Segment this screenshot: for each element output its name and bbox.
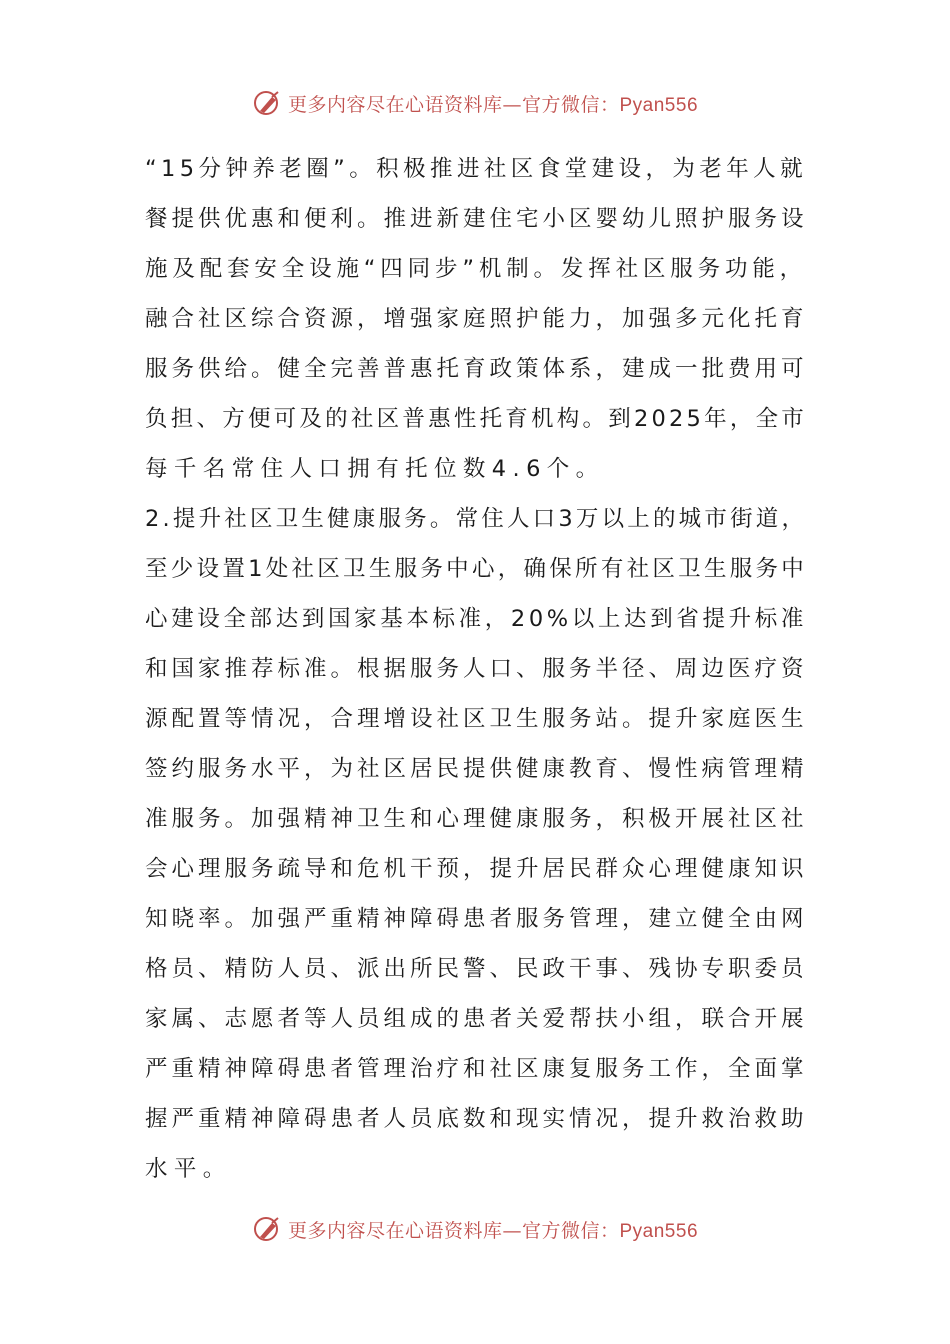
wechat-id: Pyan556 bbox=[619, 94, 699, 116]
body-line: 心建设全部达到国家基本标准，20%以上达到省提升标准 bbox=[145, 606, 807, 632]
watermark-text: 更多内容尽在心语资料库—官方微信：Pyan556 bbox=[287, 93, 699, 116]
body-line: 握严重精神障碍患者人员底数和现实情况，提升救治救助 bbox=[145, 1106, 808, 1132]
pen-nib-circle-logo-icon bbox=[252, 88, 282, 118]
body-line: 水平。 bbox=[145, 1156, 232, 1182]
body-line: 融合社区综合资源，增强家庭照护能力，加强多元化托育 bbox=[145, 306, 808, 332]
body-line: 会心理服务疏导和危机干预，提升居民群众心理健康知识 bbox=[145, 856, 808, 882]
body-line: 准服务。加强精神卫生和心理健康服务，积极开展社区社 bbox=[145, 806, 808, 832]
body-line: 负担、方便可及的社区普惠性托育机构。到2025年，全市 bbox=[145, 406, 807, 432]
body-line: 餐提供优惠和便利。推进新建住宅小区婴幼儿照护服务设 bbox=[145, 206, 808, 232]
body-line: 和国家推荐标准。根据服务人口、服务半径、周边医疗资 bbox=[145, 656, 808, 682]
body-line: 签约服务水平，为社区居民提供健康教育、慢性病管理精 bbox=[145, 756, 808, 782]
body-line: 施及配套安全设施“四同步”机制。发挥社区服务功能， bbox=[145, 256, 807, 282]
wechat-id: Pyan556 bbox=[619, 1220, 699, 1242]
body-line: 知晓率。加强严重精神障碍患者服务管理，建立健全由网 bbox=[145, 906, 808, 932]
body-line: 每千名常住人口拥有托位数4.6个。 bbox=[145, 456, 605, 482]
body-line: “15分钟养老圈”。积极推进社区食堂建设，为老年人就 bbox=[145, 156, 807, 182]
pen-nib-circle-logo-icon bbox=[252, 1214, 282, 1244]
body-line: 格员、精防人员、派出所民警、民政干事、残协专职委员 bbox=[145, 956, 808, 982]
document-body bbox=[145, 144, 807, 1194]
body-line: 严重精神障碍患者管理治疗和社区康复服务工作，全面掌 bbox=[145, 1056, 808, 1082]
watermark-text: 更多内容尽在心语资料库—官方微信：Pyan556 bbox=[287, 1219, 699, 1242]
watermark-footer bbox=[0, 1209, 950, 1249]
body-line: 家属、志愿者等人员组成的患者关爱帮扶小组，联合开展 bbox=[145, 1006, 808, 1032]
body-line: 源配置等情况，合理增设社区卫生服务站。提升家庭医生 bbox=[145, 706, 808, 732]
watermark-header bbox=[0, 83, 950, 123]
body-line: 至少设置1处社区卫生服务中心，确保所有社区卫生服务中 bbox=[145, 556, 807, 582]
body-line: 2.提升社区卫生健康服务。常住人口3万以上的城市街道， bbox=[145, 506, 808, 532]
body-line: 服务供给。健全完善普惠托育政策体系，建成一批费用可 bbox=[145, 356, 808, 382]
